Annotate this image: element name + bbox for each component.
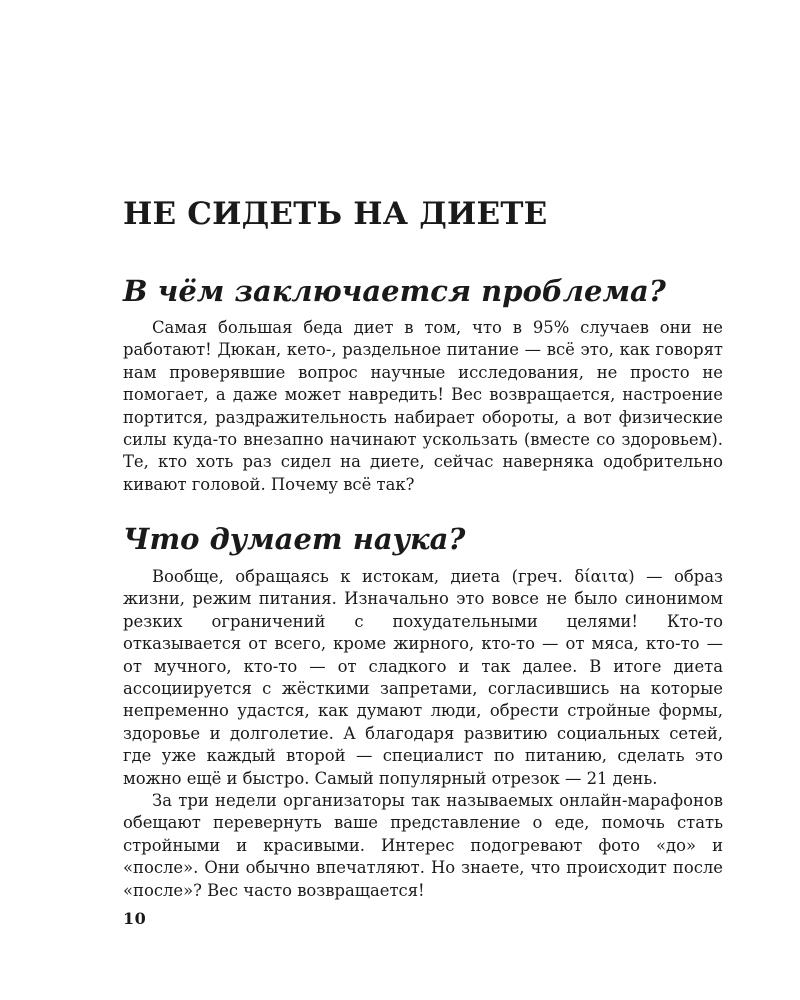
section-body-problem [123, 317, 723, 496]
paragraph: Вообще, обращаясь к истокам, диета (греч. δίαιτα) — образ жизни, режим питания. Изначально это вовсе не было синонимом резких ограничений с похудательными целями! Кто-то отказывается от всего, кроме жирного, кто-то — от мяса, кто-то — от мучного, кто-то — от сладкого и так далее. В итоге диета ассоциируется с жёсткими запретами, согласившись на которые непременно удастся, как думают люди, обрести стройные формы, здоровье и долголетие. А благодаря развитию социальных сетей, где уже каждый второй — специалист по питанию, сделать это можно ещё и быстро. Самый популярный отрезок — 21 день. [123, 567, 723, 788]
section-heading-science: Что думает наука? [123, 522, 466, 556]
page-number: 10 [123, 909, 147, 928]
book-page [123, 0, 723, 1000]
section-body-science [123, 566, 723, 902]
paragraph: За три недели организаторы так называемых онлайн-марафонов обещают перевернуть ваше представление о еде, помочь стать стройными и красивыми. Интерес подогревают фото «до» и «после». Они обычно впечатляют. Но знаете, что происходит после «после»? Вес часто возвращается! [123, 791, 723, 900]
chapter-title: НЕ СИДЕТЬ НА ДИЕТЕ [123, 196, 548, 232]
paragraph: Самая большая беда диет в том, что в 95% случаев они не работают! Дюкан, кето-, раздельное питание — всё это, как говорят нам проверявшие вопрос научные исследования, не просто не помогает, а даже может навредить! Вес возвращается, настроение портится, раздражительность набирает обороты, а вот физические силы куда-то внезапно начинают ускользать (вместе со здоровьем). Те, кто хоть раз сидел на диете, сейчас наверняка одобрительно кивают головой. Почему всё так? [123, 318, 723, 494]
section-heading-problem: В чём заключается проблема? [123, 274, 666, 308]
